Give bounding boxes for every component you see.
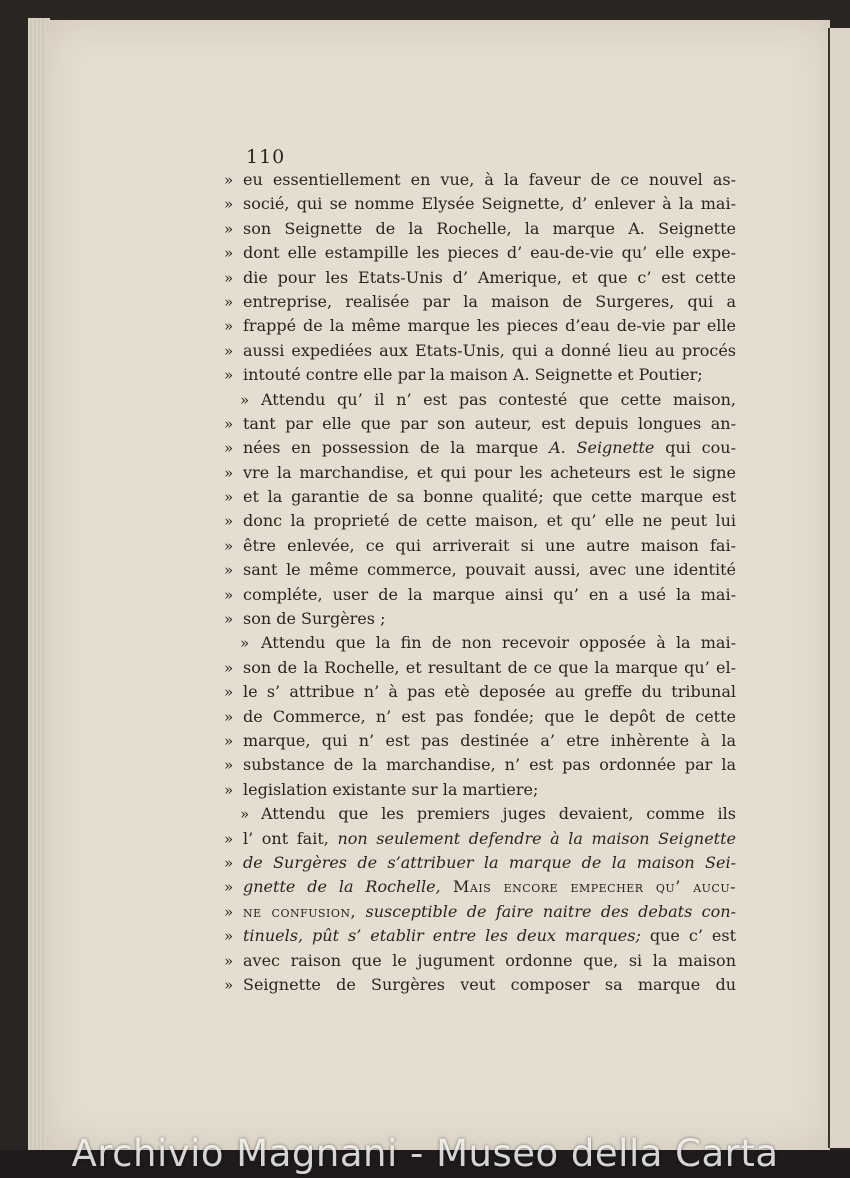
quote-mark: » xyxy=(240,634,250,653)
quote-mark: » xyxy=(224,195,234,214)
quote-mark: » xyxy=(224,219,234,238)
line-text xyxy=(243,705,736,729)
quote-mark: » xyxy=(224,878,234,897)
line-text xyxy=(243,851,736,875)
line-text xyxy=(243,217,736,241)
quote-mark: » xyxy=(240,390,250,409)
italic-text: A. Seignette xyxy=(549,438,655,458)
quote-mark: » xyxy=(224,731,234,750)
quote-mark: » xyxy=(224,585,234,604)
line-text xyxy=(243,778,736,802)
quote-mark: » xyxy=(224,268,234,287)
watermark: Archivio Magnani - Museo della Carta xyxy=(71,1132,779,1175)
text-line xyxy=(216,217,736,241)
text-line xyxy=(216,168,736,192)
quote-mark: » xyxy=(224,488,234,507)
text-line xyxy=(216,583,736,607)
text-line xyxy=(216,558,736,582)
quote-mark: » xyxy=(224,951,234,970)
facing-page-edge xyxy=(828,28,850,1148)
text-line xyxy=(216,656,736,680)
line-text xyxy=(243,266,736,290)
quote-mark: » xyxy=(224,780,234,799)
line-text xyxy=(243,509,736,533)
text-run: entreprise, realisée par la maison de Surgeres, qui a xyxy=(243,291,736,311)
small-caps-text: ne confusion, xyxy=(243,901,357,921)
quote-mark: » xyxy=(240,805,250,824)
quote-mark: » xyxy=(224,902,234,921)
quote-mark: » xyxy=(224,317,234,336)
line-text xyxy=(243,412,736,436)
text-line xyxy=(216,631,736,655)
text-run: Seignette de Surgères veut composer sa marque du xyxy=(243,974,736,994)
quote-mark: » xyxy=(224,756,234,775)
quote-mark: » xyxy=(224,927,234,946)
text-line xyxy=(216,339,736,363)
quote-mark: » xyxy=(224,292,234,311)
line-text xyxy=(243,461,736,485)
text-run: Attendu que les premiers juges devaient, comme ils xyxy=(261,804,736,824)
quote-mark: » xyxy=(224,658,234,677)
text-run: son de la Rochelle, et resultant de ce que la marque qu’ el- xyxy=(243,657,736,677)
text-line xyxy=(216,900,736,924)
line-text xyxy=(243,192,736,216)
text-run: et la garantie de sa bonne qualité; que cette marque est xyxy=(243,487,736,507)
text-run: donc la proprieté de cette maison, et qu’ elle ne peut lui xyxy=(243,511,736,531)
text-line xyxy=(216,705,736,729)
line-text xyxy=(243,973,736,997)
line-text xyxy=(243,436,736,460)
text-line xyxy=(216,973,736,997)
quote-mark: » xyxy=(224,561,234,580)
line-text xyxy=(261,631,736,655)
line-text xyxy=(243,290,736,314)
text-run: de Commerce, n’ est pas fondée; que le depôt de cette xyxy=(243,706,736,726)
quote-mark: » xyxy=(224,610,234,629)
text-run: legislation existante sur la martiere; xyxy=(243,779,539,799)
quote-mark: » xyxy=(224,341,234,360)
quote-mark: » xyxy=(224,244,234,263)
italic-text: tinuels, pût s’ etablir entre les deux marques; xyxy=(243,926,641,946)
line-text xyxy=(243,168,736,192)
quote-mark: » xyxy=(224,414,234,433)
text-line xyxy=(216,363,736,387)
quote-mark: » xyxy=(224,707,234,726)
text-run: intouté contre elle par la maison A. Seignette et Poutier; xyxy=(243,365,703,385)
italic-text: de Surgères de s’attribuer la marque de la maison Sei- xyxy=(243,852,736,872)
text-run: aussi expediées aux Etats-Unis, qui a donné lieu au procés xyxy=(243,340,736,360)
line-text xyxy=(243,314,736,338)
text-line xyxy=(216,534,736,558)
quote-mark: » xyxy=(224,683,234,702)
text-line xyxy=(216,680,736,704)
quote-mark: » xyxy=(224,366,234,385)
text-line xyxy=(216,875,736,899)
text-run: die pour les Etats-Unis d’ Amerique, et que c’ est cette xyxy=(243,267,736,287)
text-line xyxy=(216,729,736,753)
quote-mark: » xyxy=(224,975,234,994)
line-text xyxy=(261,388,736,412)
text-run: tant par elle que par son auteur, est depuis longues an- xyxy=(243,413,736,433)
text-run: frappé de la même marque les pieces d’eau de-vie par elle xyxy=(243,316,736,336)
line-text xyxy=(243,607,736,631)
text-run: le s’ attribue n’ à pas etè deposée au greffe du tribunal xyxy=(243,682,736,702)
text-line xyxy=(216,851,736,875)
quote-mark: » xyxy=(224,439,234,458)
body-text xyxy=(216,168,736,997)
line-text xyxy=(243,680,736,704)
italic-text: non seulement defendre à la maison Seignette xyxy=(337,828,736,848)
text-run: eu essentiellement en vue, à la faveur de ce nouvel as- xyxy=(243,170,736,189)
line-text xyxy=(243,875,736,899)
text-run: Attendu qu’ il n’ est pas contesté que cette maison, xyxy=(261,389,736,409)
text-run: vre la marchandise, et qui pour les acheteurs est le signe xyxy=(243,462,736,482)
text-line xyxy=(216,607,736,631)
line-text xyxy=(243,339,736,363)
text-line xyxy=(216,314,736,338)
line-text xyxy=(243,656,736,680)
text-run: être enlevée, ce qui arriverait si une autre maison fai- xyxy=(243,535,736,555)
text-line xyxy=(216,509,736,533)
text-run: compléte, user de la marque ainsi qu’ en a usé la mai- xyxy=(243,584,736,604)
small-caps-text: Mais encore empecher qu’ aucu- xyxy=(440,877,736,897)
line-text xyxy=(243,534,736,558)
text-run: substance de la marchandise, n’ est pas ordonnée par la xyxy=(243,755,736,775)
line-text xyxy=(261,802,736,826)
text-run: dont elle estampille les pieces d’ eau-de-vie qu’ elle expe- xyxy=(243,243,736,263)
line-text xyxy=(243,753,736,777)
text-line xyxy=(216,388,736,412)
text-run: que c’ est xyxy=(640,926,736,946)
line-text xyxy=(243,558,736,582)
text-line xyxy=(216,461,736,485)
text-line xyxy=(216,924,736,948)
quote-mark: » xyxy=(224,829,234,848)
italic-text: susceptible de faire naitre des debats con- xyxy=(356,901,736,921)
quote-mark: » xyxy=(224,512,234,531)
text-run: l’ ont fait, xyxy=(243,828,338,848)
text-run: marque, qui n’ est pas destinée a’ etre inhèrente à la xyxy=(243,730,736,750)
text-run: Attendu que la fin de non recevoir opposée à la mai- xyxy=(261,633,736,653)
text-run: nées en possession de la marque xyxy=(243,438,550,458)
text-line xyxy=(216,485,736,509)
line-text xyxy=(243,949,736,973)
line-text xyxy=(243,900,736,924)
text-run: socié, qui se nomme Elysée Seignette, d’ enlever à la mai- xyxy=(243,194,736,214)
text-run: qui cou- xyxy=(654,438,736,458)
text-line xyxy=(216,412,736,436)
text-line xyxy=(216,827,736,851)
text-line xyxy=(216,753,736,777)
text-run: son de Surgères ; xyxy=(243,609,386,629)
quote-mark: » xyxy=(224,463,234,482)
line-text xyxy=(243,924,736,948)
text-line xyxy=(216,436,736,460)
quote-mark: » xyxy=(224,853,234,872)
line-text xyxy=(243,363,736,387)
line-text xyxy=(243,583,736,607)
text-line xyxy=(216,266,736,290)
text-run: sant le même commerce, pouvait aussi, avec une identité xyxy=(243,560,736,580)
page-number: 110 xyxy=(246,146,286,168)
text-line xyxy=(216,241,736,265)
quote-mark: » xyxy=(224,171,234,189)
text-line xyxy=(216,802,736,826)
line-text xyxy=(243,729,736,753)
line-text xyxy=(243,241,736,265)
text-line xyxy=(216,290,736,314)
italic-text: gnette de la Rochelle, xyxy=(243,877,441,897)
text-run: son Seignette de la Rochelle, la marque A. Seignette xyxy=(243,218,736,238)
text-line xyxy=(216,778,736,802)
line-text xyxy=(243,485,736,509)
text-line xyxy=(216,192,736,216)
text-run: avec raison que le jugument ordonne que, si la maison xyxy=(243,950,736,970)
quote-mark: » xyxy=(224,536,234,555)
text-line xyxy=(216,949,736,973)
line-text xyxy=(243,827,736,851)
